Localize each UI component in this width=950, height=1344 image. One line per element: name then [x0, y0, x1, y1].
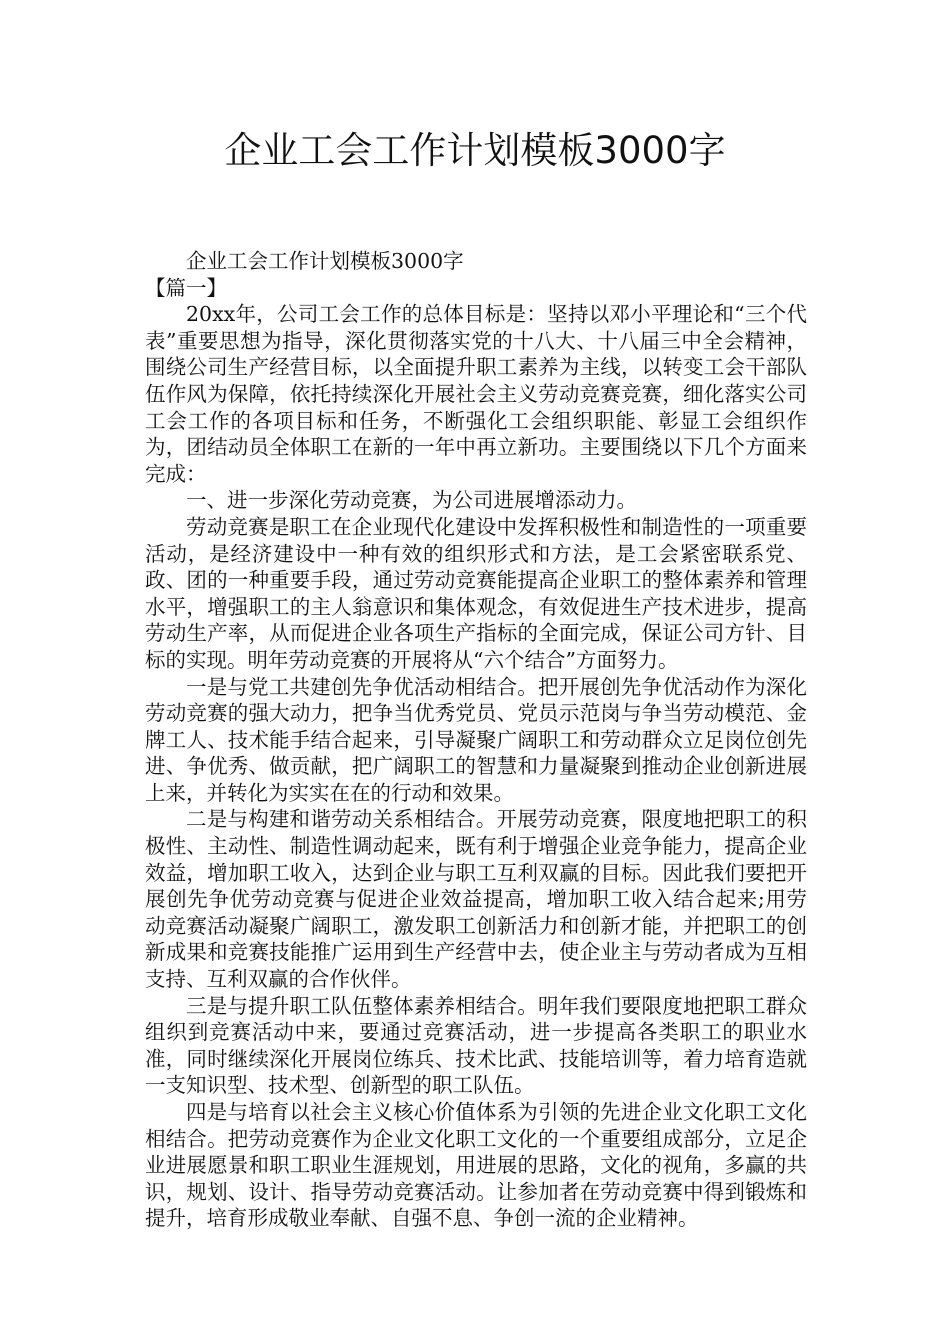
paragraph-point-1: 一是与党工共建创先争优活动相结合。把开展创先争优活动作为深化劳动竞赛的强大动力，把争当优秀党员、党员示范岗与争当劳动模范、金牌工人、技术能手结合起来，引导凝聚广阔职工和劳动群众立足岗位创先进、争优秀、做贡献，把广阔职工的智慧和力量凝聚到推动企业创新进展上来，并转化为实实在在的行动和效果。: [145, 674, 807, 805]
paragraph-heading-1: 一、进一步深化劳动竞赛，为公司进展增添动力。: [186, 488, 637, 513]
document-subtitle: 企业工会工作计划模板3000字: [186, 249, 464, 273]
document-body: [145, 248, 807, 1232]
paragraph-intro: 20xx年，公司工会工作的总体目标是：坚持以邓小平理论和“三个代表”重要思想为指导，深化贯彻落实党的十八大、十八届三中全会精神，围绕公司生产经营目标，以全面提升职工素养为主线，以转变工会干部队伍作风为保障，依托持续深化开展社会主义劳动竞赛竞赛，细化落实公司工会工作的各项目标和任务，不断强化工会组织职能、彰显工会组织作为，团结动员全体职工在新的一年中再立新功。主要围绕以下几个方面来完成：: [145, 302, 807, 486]
paragraph-point-3: 三是与提升职工队伍整体素养相结合。明年我们要限度地把职工群众组织到竞赛活动中来，要通过竞赛活动，进一步提高各类职工的职业水准，同时继续深化开展岗位练兵、技术比武、技能培训等，着力培育造就一支知识型、技术型、创新型的职工队伍。: [145, 993, 807, 1098]
section-label: 【篇一】: [145, 275, 227, 300]
document-title: 企业工会工作计划模板3000字: [224, 129, 726, 172]
paragraph-labor-competition: 劳动竞赛是职工在企业现代化建设中发挥积极性和制造性的一项重要活动，是经济建设中一种有效的组织形式和方法，是工会紧密联系党、政、团的一种重要手段，通过劳动竞赛能提高企业职工的整体素养和管理水平，增强职工的主人翁意识和集体观念，有效促进生产技术进步，提高劳动生产率，从而促进企业各项生产指标的全面完成，保证公司方针、目标的实现。明年劳动竞赛的开展将从“六个结合”方面努力。: [145, 514, 807, 672]
paragraph-point-2: 二是与构建和谐劳动关系相结合。开展劳动竞赛，限度地把职工的积极性、主动性、制造性调动起来，既有利于增强企业竞争能力，提高企业效益，增加职工收入，达到企业与职工互利双赢的目标。因此我们要把开展创先争优劳动竞赛与促进企业效益提高，增加职工收入结合起来;用劳动竞赛活动凝聚广阔职工，激发职工创新活力和创新才能，并把职工的创新成果和竞赛技能推广运用到生产经营中去，使企业主与劳动者成为互相支持、互利双赢的合作伙伴。: [145, 807, 807, 992]
paragraph-point-4: 四是与培育以社会主义核心价值体系为引领的先进企业文化职工文化相结合。把劳动竞赛作为企业文化职工文化的一个重要组成部分，立足企业进展愿景和职工职业生涯规划，用进展的思路，文化的视角，多赢的共识，规划、设计、指导劳动竞赛活动。让参加者在劳动竞赛中得到锻炼和提升，培育形成敬业奉献、自强不息、争创一流的企业精神。: [145, 1100, 807, 1231]
